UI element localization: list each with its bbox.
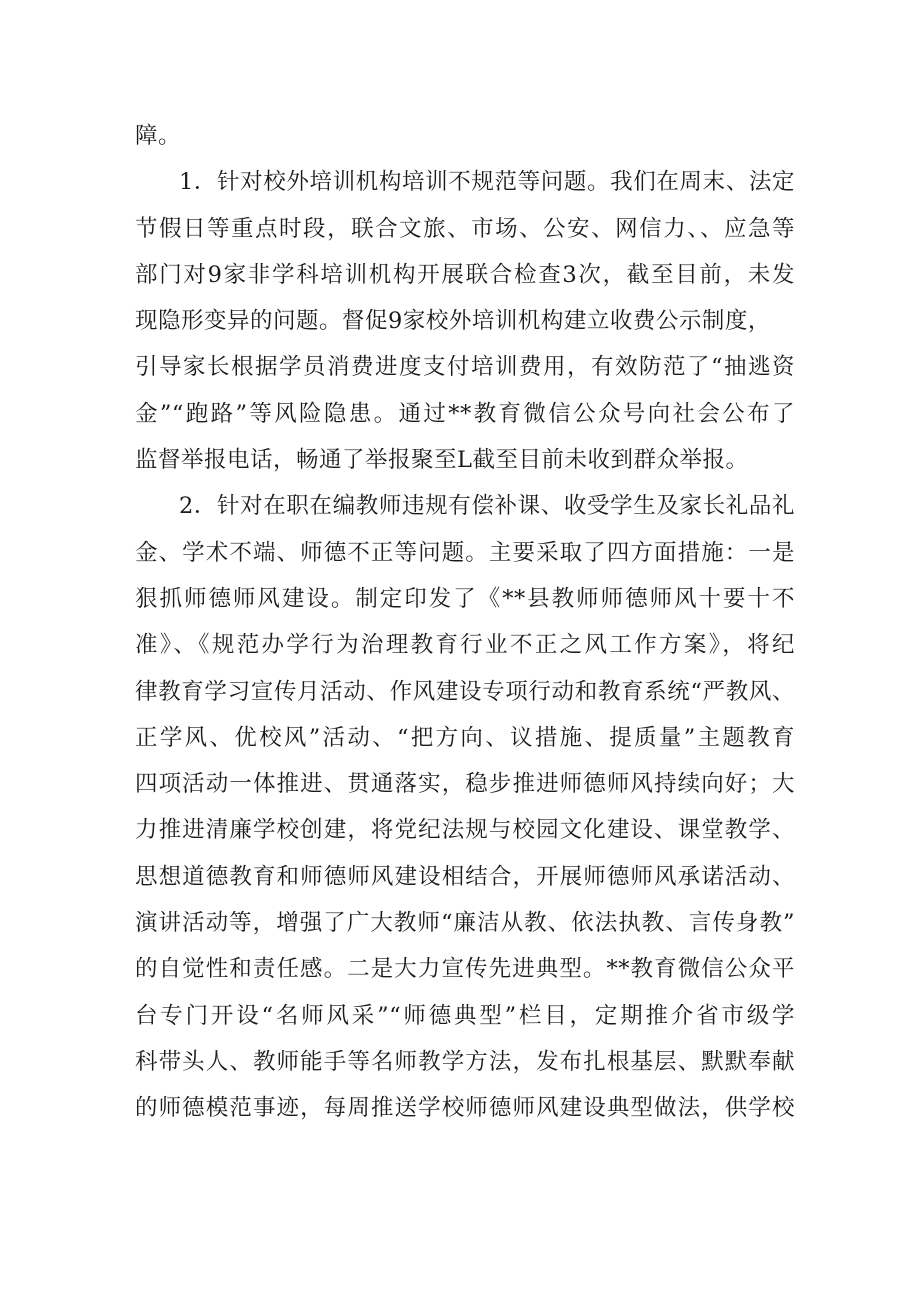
- text-line: 部门对9家非学科培训机构开展联合检查3次，截至目前，未发: [135, 261, 795, 288]
- text-line: 金”“跑路”等风险隐患。通过**教育微信公众号向社会公布了: [135, 400, 795, 427]
- text-line: 障。: [135, 123, 182, 149]
- body-text: [135, 113, 795, 1132]
- paragraph-1-line: 1．针对校外培训机构培训不规范等问题。我们在周末、法定: [179, 169, 795, 196]
- text-line: 力推进清廉学校创建，将党纪法规与校园文化建设、课堂教学、: [135, 817, 795, 844]
- text-line: 思想道德教育和师德师风建设相结合，开展师德师风承诺活动、: [135, 863, 795, 890]
- text-line: 准》、《规范办学行为治理教育行业不正之风工作方案》，将纪: [135, 632, 795, 659]
- text-line: 演讲活动等，增强了广大教师“廉洁从教、依法执教、言传身教”: [135, 910, 795, 937]
- text-line: 科带头人、教师能手等名师教学方法，发布扎根基层、默默奉献: [135, 1048, 795, 1075]
- text-line: 监督举报电话，畅通了举报聚至L截至目前未收到群众举报。: [135, 447, 749, 474]
- text-line: 律教育学习宣传月活动、作风建设专项行动和教育系统“严教风、: [135, 678, 795, 705]
- text-line: 的师德模范事迹，每周推送学校师德师风建设典型做法，供学校: [135, 1095, 795, 1122]
- text-line: 引导家长根据学员消费进度支付培训费用，有效防范了“抽逃资: [135, 354, 795, 381]
- text-line: 正学风、优校风”活动、“把方向、议措施、提质量”主题教育: [135, 724, 795, 751]
- text-line: 四项活动一体推进、贯通落实，稳步推进师德师风持续向好；大: [135, 771, 795, 798]
- text-line: 的自觉性和责任感。二是大力宣传先进典型。**教育微信公众平: [135, 956, 795, 983]
- text-line: 台专门开设“名师风采”“师德典型”栏目，定期推介省市级学: [135, 1002, 795, 1029]
- paragraph-2-line: 2．针对在职在编教师违规有偿补课、收受学生及家长礼品礼: [179, 493, 795, 520]
- text-line: 节假日等重点时段，联合文旅、市场、公安、网信力、、应急等: [135, 215, 795, 242]
- text-line: 现隐形变异的问题。督促9家校外培训机构建立收费公示制度，: [135, 308, 771, 335]
- text-line: 狠抓师德师风建设。制定印发了《**县教师师德师风十要十不: [135, 585, 795, 612]
- text-line: 金、学术不端、师德不正等问题。主要采取了四方面措施：一是: [135, 539, 795, 566]
